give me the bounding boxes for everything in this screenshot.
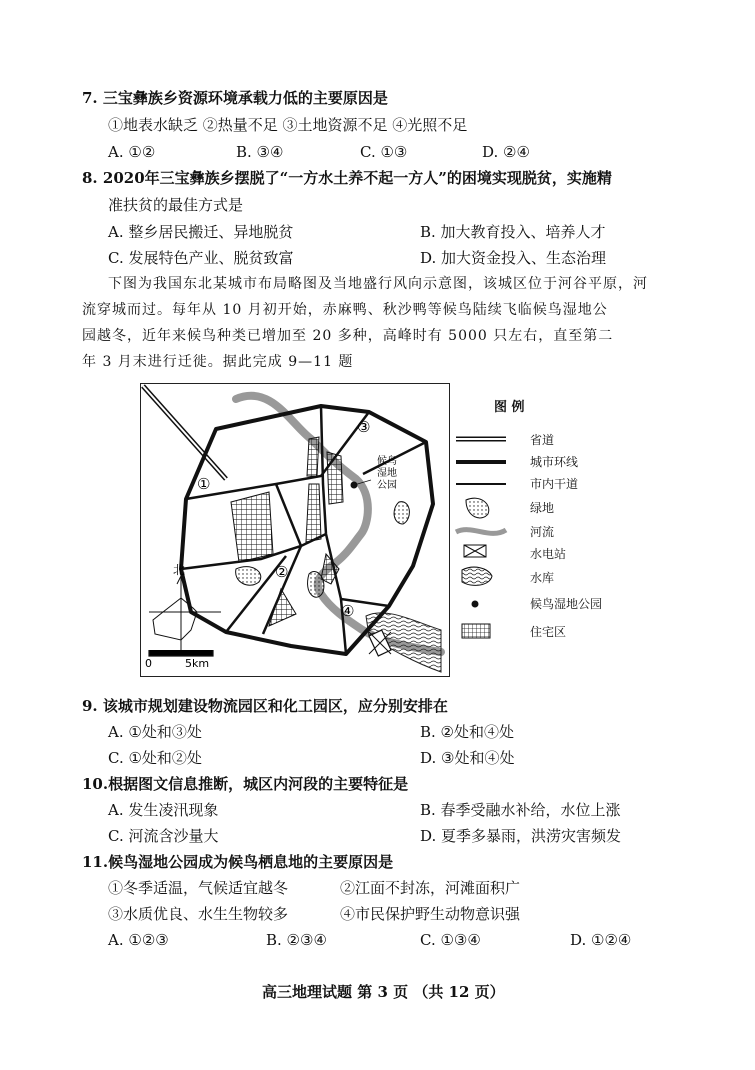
q8-option-d: D. 加大资金投入、生态治理 bbox=[420, 249, 607, 267]
q8-stem-line1: 8. 2020年三宝彝族乡摆脱了“一方水土养不起一方人”的困境实现脱贫，实施精 bbox=[82, 169, 612, 187]
legend-hydropower: 水电站 bbox=[530, 547, 567, 561]
q7-option-d: D. ②④ bbox=[482, 143, 530, 161]
q10-option-a: A. 发生凌汛现象 bbox=[108, 801, 219, 819]
map-label-2: ② bbox=[275, 563, 289, 581]
map-label-3: ③ bbox=[357, 418, 371, 436]
q11-option-d: D. ①②④ bbox=[570, 931, 632, 949]
scale-zero: 0 bbox=[145, 657, 152, 670]
north-label: 北 bbox=[173, 563, 186, 577]
legend-hydropower-symbol bbox=[464, 545, 486, 557]
map-label-4: ④ bbox=[341, 602, 355, 620]
q10-option-c: C. 河流含沙量大 bbox=[108, 827, 219, 845]
scale-bar bbox=[149, 650, 213, 656]
q9-option-c: C. ①处和②处 bbox=[108, 749, 202, 767]
map-label-1: ① bbox=[197, 475, 211, 493]
legend-wetland-park: 候鸟湿地公园 bbox=[530, 597, 603, 611]
legend-residential-symbol bbox=[462, 624, 490, 638]
legend-reservoir-symbol bbox=[462, 567, 492, 585]
legend-title: 图 例 bbox=[494, 400, 525, 415]
city-layout-map bbox=[140, 383, 450, 677]
q8-option-a: A. 整乡居民搬迁、异地脱贫 bbox=[108, 223, 294, 241]
q7-items: ①地表水缺乏 ②热量不足 ③土地资源不足 ④光照不足 bbox=[108, 116, 468, 134]
q7-option-b: B. ③④ bbox=[236, 143, 284, 161]
passage-line-1: 下图为我国东北某城市布局略图及当地盛行风向示意图，该城区位于河谷平原，河 bbox=[108, 276, 648, 292]
q9-stem: 9. 该城市规划建设物流园区和化工园区，应分别安排在 bbox=[82, 697, 448, 715]
scale-km: 5km bbox=[185, 657, 210, 670]
city-map-svg bbox=[141, 384, 449, 676]
q8-option-c: C. 发展特色产业、脱贫致富 bbox=[108, 249, 294, 267]
q7-option-c: C. ①③ bbox=[360, 143, 408, 161]
legend-green-symbol bbox=[466, 498, 489, 518]
passage-line-2: 流穿城而过。每年从 10 月初开始，赤麻鸭、秋沙鸭等候鸟陆续飞临候鸟湿地公 bbox=[82, 302, 608, 318]
q7-option-a: A. ①② bbox=[108, 143, 156, 161]
park-label-line2: 湿地 bbox=[377, 468, 397, 479]
q10-option-d: D. 夏季多暴雨，洪涝灾害频发 bbox=[420, 827, 622, 845]
legend-reservoir: 水库 bbox=[530, 571, 555, 585]
q9-option-d: D. ③处和④处 bbox=[420, 749, 515, 767]
page-footer: 高三地理试题 第 3 页 （共 12 页） bbox=[262, 983, 505, 1001]
q11-item-1: ①冬季适温，气候适宜越冬 bbox=[108, 879, 289, 897]
legend-residential: 住宅区 bbox=[530, 625, 567, 639]
passage-line-4: 年 3 月末进行迁徙。据此完成 9—11 题 bbox=[82, 354, 354, 370]
q11-item-2: ②江面不封冻，河滩面积广 bbox=[340, 879, 521, 897]
legend-river: 河流 bbox=[530, 525, 555, 539]
q9-option-b: B. ②处和④处 bbox=[420, 723, 515, 741]
q8-option-b: B. 加大教育投入、培养人才 bbox=[420, 223, 606, 241]
q11-item-3: ③水质优良、水生生物较多 bbox=[108, 905, 289, 923]
map-legend bbox=[452, 392, 622, 652]
legend-provincial-road: 省道 bbox=[530, 433, 555, 447]
q10-stem: 10.根据图文信息推断，城区内河段的主要特征是 bbox=[82, 775, 409, 793]
q9-option-a: A. ①处和③处 bbox=[108, 723, 202, 741]
q8-stem-line2: 准扶贫的最佳方式是 bbox=[108, 196, 244, 214]
legend-park-symbol bbox=[472, 601, 479, 608]
q11-option-c: C. ①③④ bbox=[420, 931, 481, 949]
q10-option-b: B. 春季受融水补给，水位上涨 bbox=[420, 801, 621, 819]
q11-stem: 11.候鸟湿地公园成为候鸟栖息地的主要原因是 bbox=[82, 853, 394, 871]
q7-stem: 7. 三宝彝族乡资源环境承载力低的主要原因是 bbox=[82, 89, 388, 107]
legend-arterial-road: 市内干道 bbox=[530, 477, 579, 491]
q11-option-b: B. ②③④ bbox=[266, 931, 327, 949]
q11-option-a: A. ①②③ bbox=[108, 931, 169, 949]
legend-river-symbol bbox=[456, 530, 506, 534]
passage-line-3: 园越冬，近年来候鸟种类已增加至 20 多种，高峰时有 5000 只左右，直至第二 bbox=[82, 328, 614, 344]
park-label-line1: 候鸟 bbox=[377, 456, 397, 467]
legend-green-space: 绿地 bbox=[530, 501, 555, 515]
q11-item-4: ④市民保护野生动物意识强 bbox=[340, 905, 521, 923]
legend-ring-road: 城市环线 bbox=[530, 455, 579, 469]
park-label-line3: 公园 bbox=[377, 480, 397, 491]
